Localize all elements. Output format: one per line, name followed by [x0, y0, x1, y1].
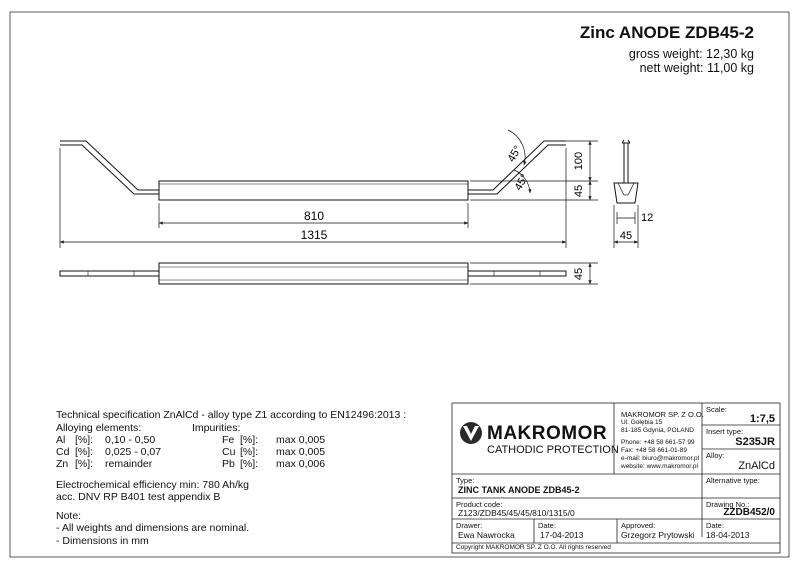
spec-row-pb-value: max 0,006 [276, 458, 326, 470]
company-address-2: 81-185 Gdynia, POLAND [621, 427, 694, 434]
alloy-label: Alloy: [706, 451, 725, 460]
drawer-value: Ewa Nawrocka [458, 530, 515, 540]
spec-row-zn-element: Zn [56, 458, 69, 470]
insert-type-value: S235JR [735, 436, 775, 448]
spec-row-cu-unit: [%]: [240, 446, 259, 458]
height-100-label: 100 [573, 151, 585, 171]
alternative-type-label: Alternative type: [706, 476, 760, 485]
spec-row-al-unit: [%]: [75, 434, 94, 446]
approved-value: Grzegorz Prytowski [621, 530, 695, 540]
front-view [60, 141, 566, 200]
company-name: MAKROMOR SP. Z O.O. [621, 410, 704, 419]
spec-row-fe-element: Fe [222, 434, 235, 446]
note-label: Note: [56, 510, 82, 522]
thickness-45-label: 45 [573, 184, 585, 198]
company-fax: Fax: +48 58 661-01-89 [621, 447, 687, 454]
spec-row-al-value: 0,10 - 0,50 [105, 434, 156, 446]
side-12-label: 12 [641, 212, 654, 224]
spec-heading: Technical specification ZnAlCd - alloy type Z1 according to EN12496:2013 : [56, 409, 407, 421]
side-45-label: 45 [619, 230, 633, 242]
company-phone: Phone: +48 58 661-57 99 [621, 439, 695, 446]
company-address-1: Ul. Gołębia 15 [621, 419, 663, 426]
type-label: Type: [456, 476, 475, 485]
spec-row-fe-unit: [%]: [240, 434, 259, 446]
spec-row-fe-value: max 0,005 [276, 434, 326, 446]
product-code-value: Z123/ZDB45/45/45/810/1315/0 [458, 508, 575, 518]
drawing-title: Zinc ANODE ZDB45-2 [579, 23, 754, 42]
side-view [614, 140, 638, 203]
anode-core-plan [159, 263, 468, 284]
gross-weight: gross weight: 12,30 kg [628, 47, 754, 61]
company-subtitle: CATHODIC PROTECTION [487, 444, 619, 456]
core-length-label: 810 [303, 209, 325, 223]
spec-row-pb-element: Pb [222, 458, 235, 470]
spec-row-cd-element: Cd [56, 446, 70, 458]
spec-row-cu-value: max 0,005 [276, 446, 326, 458]
date-drawn-value: 17-04-2013 [540, 530, 584, 540]
date-approved-value: 18-04-2013 [706, 530, 750, 540]
spec-row-al-element: Al [56, 434, 66, 446]
insert-type-label: Insert type: [706, 427, 744, 436]
alloying-label: Alloying elements: [56, 422, 142, 434]
spec-row-cd-value: 0,025 - 0,07 [105, 446, 162, 458]
type-value: ZINC TANK ANODE ZDB45-2 [458, 485, 580, 495]
makromor-logo-mark [460, 422, 482, 444]
company-website: website: www.makromor.pl [621, 463, 698, 470]
drawing-number-label: Drawing No.: [706, 500, 750, 509]
copyright-notice: Copyright MAKROMOR SP. Z O.O. All rights reserved [456, 544, 611, 551]
product-code-label: Product code: [456, 500, 503, 509]
nett-weight: nett weight: 11,00 kg [639, 61, 754, 75]
spec-row-zn-unit: [%]: [75, 458, 94, 470]
spec-row-pb-unit: [%]: [240, 458, 259, 470]
alloy-value: ZnAlCd [738, 460, 775, 472]
plan-width-label: 45 [573, 267, 585, 281]
note-1: - All weights and dimensions are nominal. [56, 522, 250, 534]
angle-top-label: 45° [505, 143, 525, 165]
efficiency-text: Electrochemical efficiency min: 780 Ah/kg [56, 479, 249, 491]
drawing-number-value: ZZDB452/0 [723, 507, 775, 518]
company-logo-text: MAKROMOR [487, 423, 608, 444]
spec-row-cu-element: Cu [222, 446, 236, 458]
date-approved-label: Date: [706, 521, 724, 530]
date-drawn-label: Date: [538, 521, 556, 530]
approved-label: Approved: [621, 521, 656, 530]
spec-row-cd-unit: [%]: [75, 446, 94, 458]
impurities-label: Impurities: [192, 422, 241, 434]
company-email: e-mail: biuro@makromor.pl [621, 455, 700, 462]
scale-value: 1:7,5 [749, 413, 775, 425]
scale-label: Scale: [706, 405, 727, 414]
drawer-label: Drawer: [456, 521, 483, 530]
overall-length-label: 1315 [300, 228, 328, 242]
angle-bottom-label: 45° [512, 172, 532, 193]
note-2: - Dimensions in mm [56, 535, 149, 547]
test-reference: acc. DNV RP B401 test appendix B [56, 491, 221, 503]
spec-row-zn-value: remainder [105, 458, 153, 470]
plan-view [60, 263, 566, 284]
